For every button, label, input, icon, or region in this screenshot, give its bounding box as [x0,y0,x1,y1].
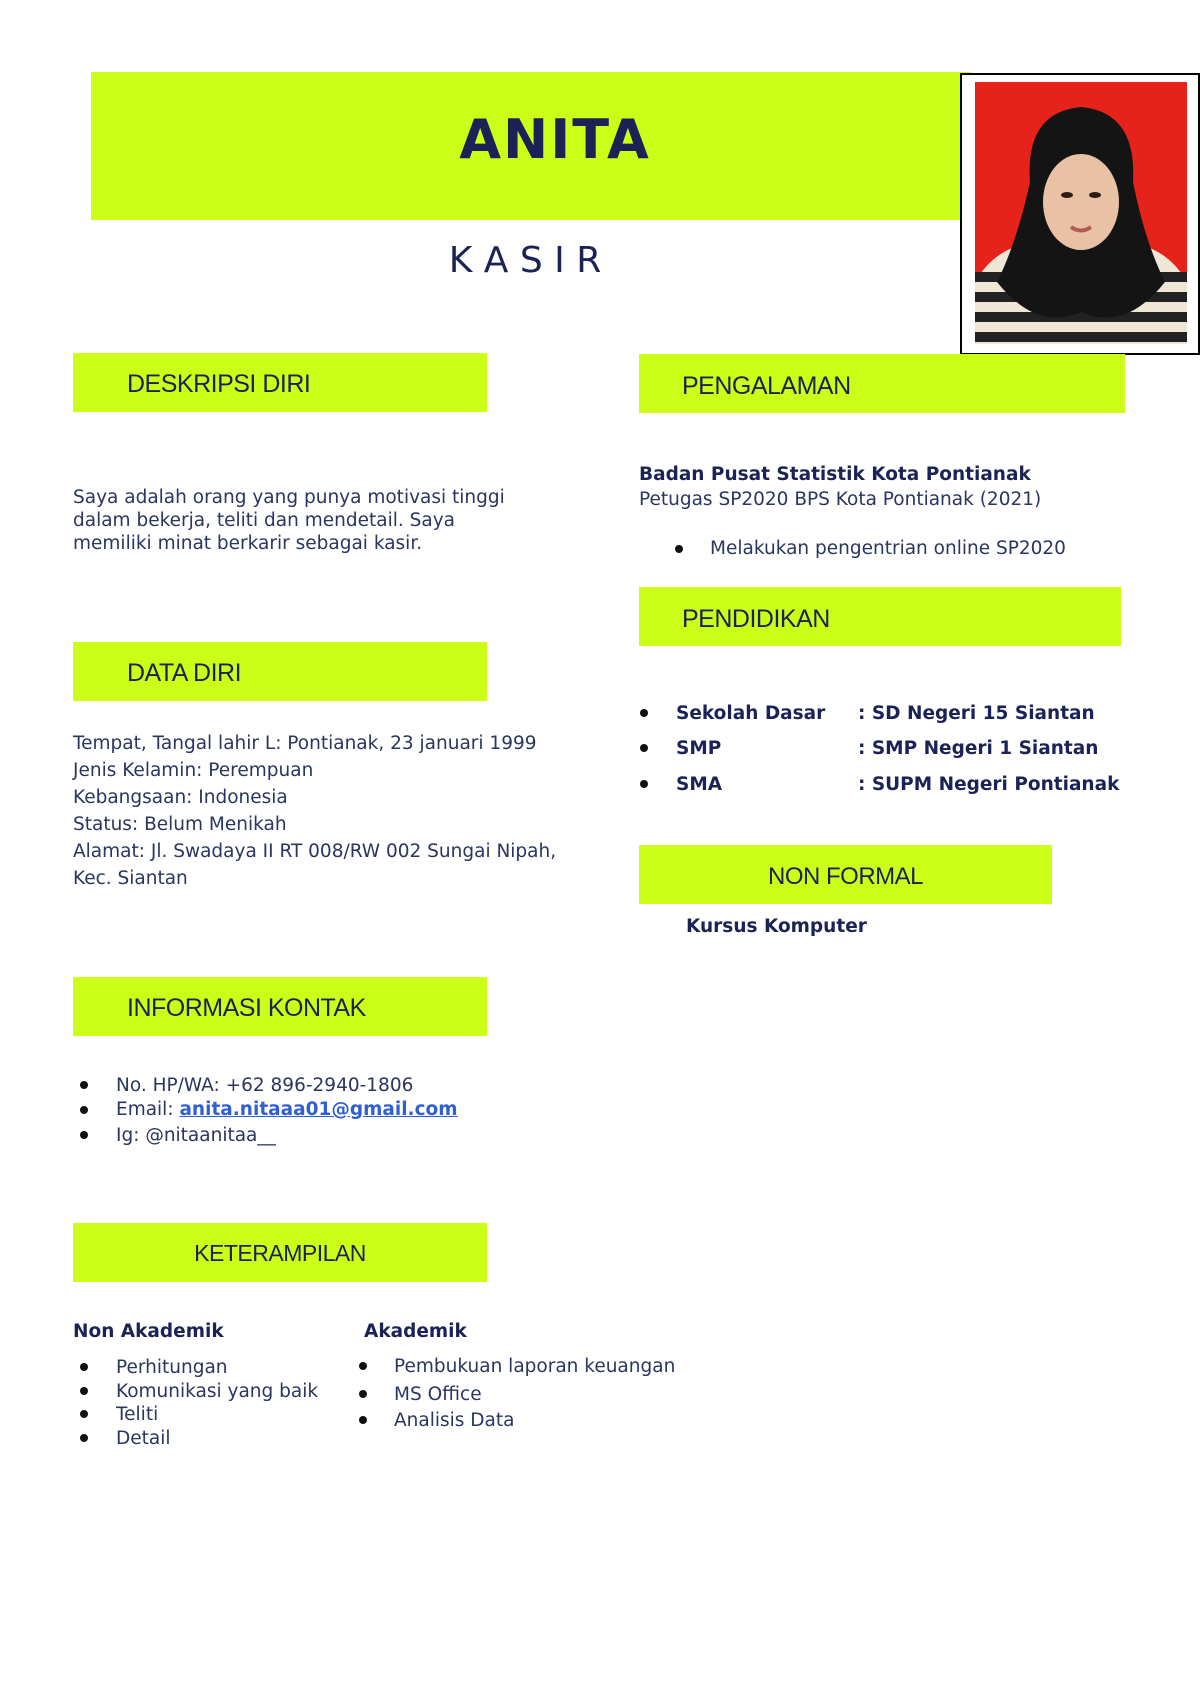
bullet-icon [80,1363,88,1371]
keterampilan-heading: KETERAMPILAN [194,1240,366,1266]
bullet-icon [640,709,648,717]
skill-item: Perhitungan [116,1357,228,1378]
deskripsi-line: memiliki minat berkarir sebagai kasir. [73,533,423,554]
kontak-heading: INFORMASI KONTAK [127,994,366,1022]
bullet-icon [675,545,683,553]
bullet-icon [80,1081,88,1089]
bullet-icon [359,1416,367,1424]
education-school: : SMP Negeri 1 Siantan [858,738,1099,759]
bullet-icon [80,1434,88,1442]
data-diri-line: Kec. Siantan [73,868,188,889]
akademik-title: Akademik [364,1321,467,1342]
job-title: K A S I R [448,240,602,281]
pendidikan-heading: PENDIDIKAN [682,605,830,633]
skill-item: MS Office [394,1384,482,1405]
experience-task: Melakukan pengentrian online SP2020 [710,538,1066,559]
non-formal-item: Kursus Komputer [686,916,867,937]
skill-item: Komunikasi yang baik [116,1381,319,1402]
bullet-icon [80,1106,88,1114]
data-diri-text [73,730,593,892]
bullet-icon [640,780,648,788]
contact-email-row [116,1098,458,1121]
skill-item: Analisis Data [394,1410,515,1431]
experience-role: Petugas SP2020 BPS Kota Pontianak (2021) [639,489,1042,510]
bullet-icon [359,1362,367,1370]
education-school: : SD Negeri 15 Siantan [858,703,1095,724]
contact-instagram: Ig: @nitaanitaa__ [116,1125,276,1146]
person-name: ANITA [459,108,651,171]
data-diri-line: Status: Belum Menikah [73,814,287,835]
non-formal-heading: NON FORMAL [767,863,923,890]
education-level: SMA [676,774,723,795]
data-diri-line: Jenis Kelamin: Perempuan [73,760,314,781]
deskripsi-text [73,486,533,555]
contact-phone: No. HP/WA: +62 896-2940-1806 [116,1075,414,1096]
profile-photo [960,73,1200,355]
bullet-icon [80,1410,88,1418]
bullet-icon [359,1390,367,1398]
education-school: : SUPM Negeri Pontianak [858,774,1120,795]
education-level: Sekolah Dasar [676,703,826,724]
data-diri-line: Kebangsaan: Indonesia [73,787,288,808]
skill-item: Pembukuan laporan keuangan [394,1356,676,1377]
data-diri-line: Tempat, Tangal lahir L: Pontianak, 23 januari 1999 [73,733,537,754]
contact-email-label: Email: [116,1099,180,1120]
portrait-photo [975,82,1187,344]
data-diri-line: Alamat: Jl. Swadaya II RT 008/RW 002 Sungai Nipah, [73,841,557,862]
bullet-icon [80,1131,88,1139]
data-diri-heading: DATA DIRI [127,659,242,687]
experience-org: Badan Pusat Statistik Kota Pontianak [639,464,1031,485]
contact-email-link[interactable]: anita.nitaaa01@gmail.com [179,1099,458,1120]
non-akademik-title: Non Akademik [73,1321,224,1342]
deskripsi-line: Saya adalah orang yang punya motivasi tinggi [73,487,505,508]
deskripsi-line: dalam bekerja, teliti dan mendetail. Saya [73,510,455,531]
pengalaman-heading: PENGALAMAN [682,372,851,400]
education-level: SMP [676,738,722,759]
deskripsi-heading: DESKRIPSI DIRI [127,370,311,398]
bullet-icon [80,1387,88,1395]
skill-item: Detail [116,1428,171,1449]
portrait-icon [975,82,1187,344]
skill-item: Teliti [116,1404,159,1425]
bullet-icon [640,744,648,752]
